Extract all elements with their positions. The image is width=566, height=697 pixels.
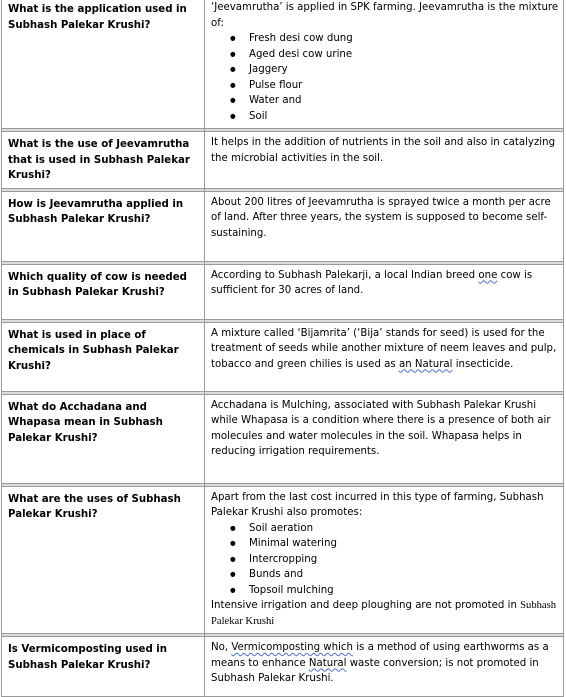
faq-row (2, 637, 564, 697)
answer-text: According to Subhash Palekarji, a local Indian breed (211, 269, 479, 281)
answer-cell (205, 637, 564, 697)
proofing-marked-text: Natural (308, 657, 347, 669)
answer-cell (205, 394, 564, 483)
list-item: ● Aged desi cow urine (249, 47, 563, 63)
ingredient-list (211, 31, 563, 124)
faq-row (2, 322, 564, 391)
list-item: ● Soil (249, 109, 563, 125)
proofing-marked-text: one (478, 269, 498, 281)
list-item: ● Soil aeration (249, 521, 563, 537)
question-cell: What is used in place of chemicals in Subhash Palekar Krushi? (2, 322, 205, 391)
answer-cell (205, 191, 564, 261)
list-item: ● Jaggery (249, 62, 563, 78)
faq-row (2, 394, 564, 483)
answer-text: Acchadana is Mulching, associated with Subhash Palekar Krushi while Whapasa is a condition where there is a presence of both air molecules and water molecules in the soil. Whapasa helps in reducing irrigation requirements. (211, 399, 551, 457)
list-item: ● Water and (249, 93, 563, 109)
faq-row (2, 0, 564, 129)
list-item: ● Topsoil mulching (249, 583, 563, 599)
uses-list (211, 521, 563, 599)
faq-row (2, 191, 564, 261)
question-cell: What is the use of Jeevamrutha that is used in Subhash Palekar Krushi? (2, 132, 205, 189)
answer-text: waste conversion; is not promoted in Subhash Palekar Krushi. (211, 657, 539, 684)
answer-text: It helps in the addition of nutrients in the soil and also in catalyzing the microbial activities in the soil. (211, 137, 556, 164)
answer-cell (205, 0, 564, 129)
proofing-marked-text: Vermicomposting which (231, 642, 353, 653)
proofing-marked-text: an Natural (398, 358, 453, 370)
faq-row (2, 132, 564, 189)
answer-text: No, (211, 642, 232, 653)
question-cell: What are the uses of Subhash Palekar Krushi? (2, 486, 205, 634)
answer-text: About 200 litres of Jeevamrutha is sprayed twice a month per acre of land. After three years, the system is supposed to become self-sustaining. (211, 196, 551, 239)
list-item: ● Fresh desi cow dung (249, 31, 563, 47)
answer-cell (205, 322, 564, 391)
question-cell: Is Vermicomposting used in Subhash Palekar Krushi? (2, 637, 205, 697)
answer-intro: Apart from the last cost incurred in this type of farming, Subhash Palekar Krushi also promotes: (211, 491, 544, 518)
answer-text: is a method of using earthworms as a means to enhance (211, 642, 549, 669)
question-cell: What is the application used in Subhash Palekar Krushi? (2, 0, 205, 129)
answer-cell (205, 132, 564, 189)
faq-row (2, 486, 564, 634)
list-item: ● Bunds and (249, 567, 563, 583)
question-cell: What do Acchadana and Whapasa mean in Subhash Palekar Krushi? (2, 394, 205, 483)
question-cell: Which quality of cow is needed in Subhash Palekar Krushi? (2, 264, 205, 319)
faq-row (2, 264, 564, 319)
answer-outro-serif: Subhash Palekar Krushi (211, 600, 557, 627)
faq-table (1, 0, 564, 697)
question-cell: How is Jeevamrutha applied in Subhash Palekar Krushi? (2, 191, 205, 261)
answer-cell (205, 264, 564, 319)
list-item: ● Pulse flour (249, 78, 563, 94)
list-item: ● Minimal watering (249, 536, 563, 552)
list-item: ● Intercropping (249, 552, 563, 568)
answer-text: A mixture called ‘Bijamrita’ (‘Bija’ stands for seed) is used for the treatment of seeds while another mixture of neem leaves and pulp, tobacco and green chilies is used as (211, 327, 557, 370)
answer-intro: ‘Jeevamrutha’ is applied in SPK farming. Jeevamrutha is the mixture of: (211, 2, 559, 29)
answer-text: cow is sufficient for 30 acres of land. (211, 269, 533, 296)
answer-outro: Intensive irrigation and deep ploughing are not promoted in (211, 600, 521, 611)
answer-text: insecticide. (452, 358, 514, 370)
answer-cell (205, 486, 564, 634)
